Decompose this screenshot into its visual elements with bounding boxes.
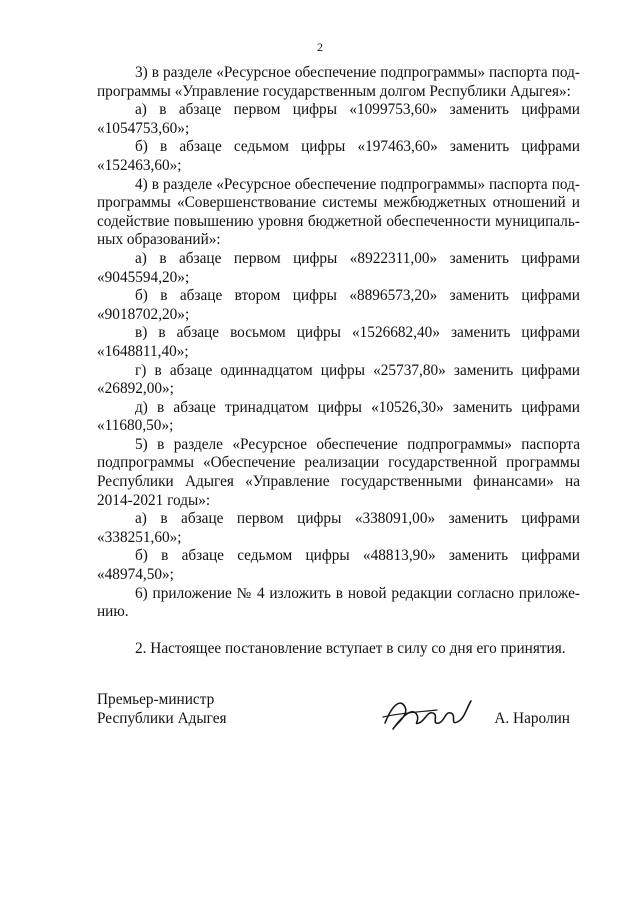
signatory-position-line-1: Премьер-министр <box>97 691 215 708</box>
signature-block <box>97 691 580 751</box>
page-number: 2 <box>317 40 323 54</box>
paragraph-item-6: 6) приложение № 4 изложить в новой редакции согласно приложению. <box>97 584 580 621</box>
paragraph-item-5: 5) в разделе «Ресурсное обеспечение подпрограммы» паспорта подпрограммы «Обеспечение реализации государственной программы Республики Адыгея «Управление государственными финансами» на 2014-2021 годы»: <box>97 435 580 509</box>
handwritten-signature-icon <box>379 693 479 735</box>
paragraph-item-5a: а) в абзаце первом цифры «338091,00» заменить цифрами «338251,60»; <box>97 510 580 546</box>
paragraph-item-4g: г) в абзаце одиннадцатом цифры «25737,80» заменить цифрами «26892,00»; <box>97 361 580 398</box>
amendments-list <box>97 64 580 658</box>
paragraph-item-3: 3) в разделе «Ресурсное обеспечение подпрограммы» паспорта подпрограммы «Управление государственным долгом Республики Адыгея»: <box>97 64 580 100</box>
signatory-position-line-2: Республики Адыгея <box>97 709 227 727</box>
signatory-position <box>97 691 227 728</box>
paragraph-item-4v: в) в абзаце восьмом цифры «1526682,40» заменить цифрами «1648811,40»; <box>97 324 580 360</box>
paragraph-item-4a: а) в абзаце первом цифры «8922311,00» заменить цифрами «9045594,20»; <box>97 249 580 286</box>
paragraph-item-4d: д) в абзаце тринадцатом цифры «10526,30» заменить цифрами «11680,50»; <box>97 398 580 435</box>
paragraph-item-4: 4) в разделе «Ресурсное обеспечение подпрограммы» паспорта подпрограммы «Совершенствование системы межбюджетных отношений и содействие повышению уровня бюджетной обеспеченности муниципальных образований»: <box>97 175 580 249</box>
signatory-name: А. Наролин <box>494 710 570 727</box>
closing-clause: 2. Настоящее постановление вступает в силу со дня его принятия. <box>135 639 566 657</box>
paragraph-item-5b: б) в абзаце седьмом цифры «48813,90» заменить цифрами «48974,50»; <box>97 547 580 584</box>
paragraph-item-3b: б) в абзаце седьмом цифры «197463,60» заменить цифрами «152463,60»; <box>97 138 580 174</box>
paragraph-item-3a: а) в абзаце первом цифры «1099753,60» заменить цифрами «1054753,60»; <box>97 101 580 137</box>
paragraph-item-4b: б) в абзаце втором цифры «8896573,20» заменить цифрами «9018702,20»; <box>97 287 580 323</box>
